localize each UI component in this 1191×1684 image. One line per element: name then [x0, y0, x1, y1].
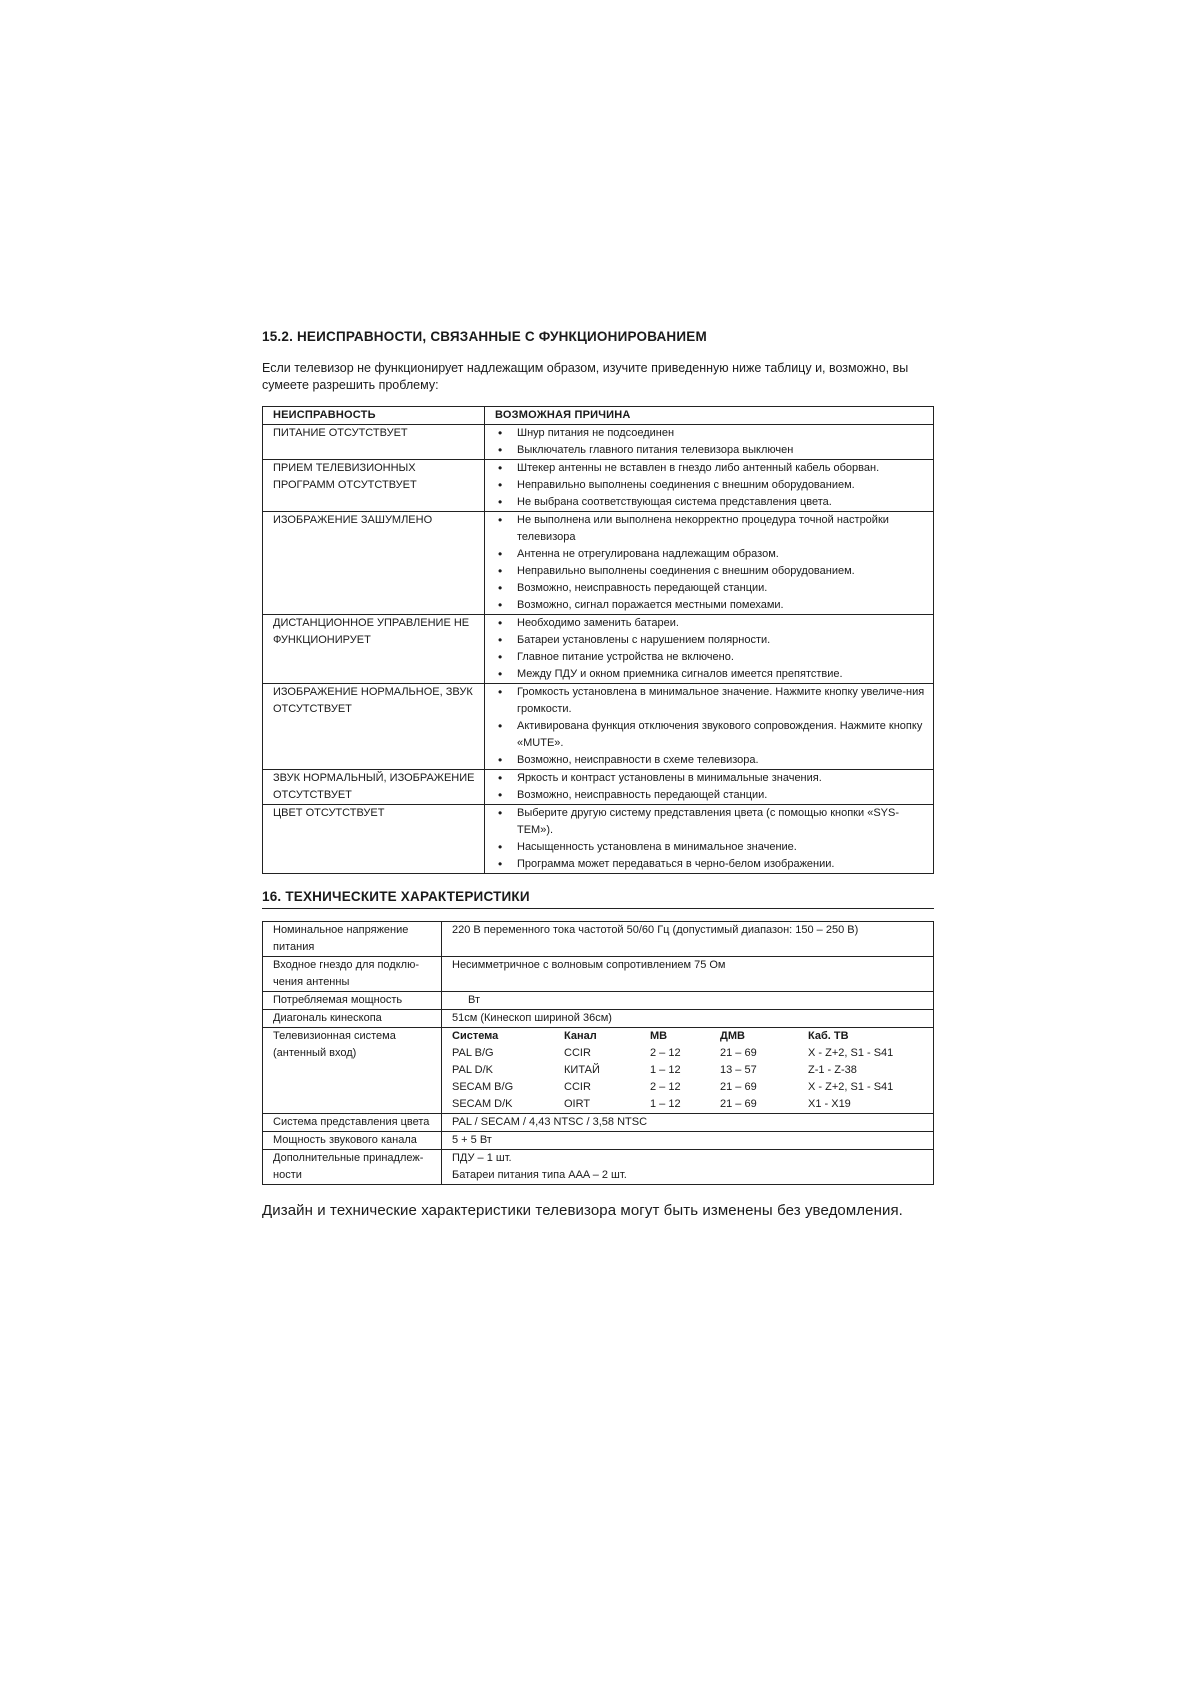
problem-cell: ИЗОБРАЖЕНИЕ НОРМАЛЬНОЕ, ЗВУК ОТСУТСТВУЕТ [263, 684, 485, 770]
spec-row-tv-system [263, 1028, 934, 1114]
tv-grid-cell: 1 – 12 [650, 1098, 681, 1110]
tv-grid-cell: CCIR [564, 1081, 591, 1093]
problem-cell: ИЗОБРАЖЕНИЕ ЗАШУМЛЕНО [263, 512, 485, 615]
table-row [263, 684, 934, 770]
spec-label: Телевизионная система (антенный вход) [263, 1028, 442, 1114]
table-row [263, 805, 934, 874]
causes-cell [485, 512, 934, 615]
tv-grid-header: ДМВ [720, 1030, 745, 1042]
table-row [263, 512, 934, 615]
section-16-title: 16. ТЕХНИЧЕСКИТЕ ХАРАКТЕРИСТИКИ [262, 888, 934, 909]
table-header-row [263, 407, 934, 425]
list-item: • Главное питание устройства не включено. [495, 649, 925, 666]
tv-grid-cell: Z-1 - Z-38 [808, 1064, 857, 1076]
spec-value: Вт [442, 992, 934, 1010]
cause-list [495, 512, 925, 614]
list-item: • Антенна не отрегулирована надлежащим образом. [495, 546, 925, 563]
tv-grid-cell: SECAM B/G [452, 1081, 514, 1093]
spec-row-accessories [263, 1150, 934, 1185]
list-item: • Не выбрана соответствующая система представления цвета. [495, 494, 925, 511]
accessory-line: ПДУ – 1 шт. [452, 1152, 512, 1164]
list-item: • Выберите другую систему представления цвета (с помощью кнопки «SYS-TEM»). [495, 805, 925, 839]
list-item: • Неправильно выполнены соединения с внешним оборудованием. [495, 477, 925, 494]
spec-label: Мощность звукового канала [263, 1132, 442, 1150]
problem-cell: ЗВУК НОРМАЛЬНЫЙ, ИЗОБРАЖЕНИЕ ОТСУТСТВУЕТ [263, 770, 485, 805]
table-row [263, 425, 934, 460]
header-problem: НЕИСПРАВНОСТЬ [263, 407, 485, 425]
header-cause: ВОЗМОЖНАЯ ПРИЧИНА [485, 407, 934, 425]
list-item: • Громкость установлена в минимальное значение. Нажмите кнопку увеличе-ния громкости. [495, 684, 925, 718]
spec-row-voltage [263, 922, 934, 957]
tv-grid-cell: PAL D/K [452, 1064, 493, 1076]
problem-cell: ПРИЕМ ТЕЛЕВИЗИОННЫХ ПРОГРАММ ОТСУТСТВУЕТ [263, 460, 485, 512]
spec-label: Потребляемая мощность [263, 992, 442, 1010]
tv-grid-cell: 2 – 12 [650, 1047, 681, 1059]
causes-cell [485, 615, 934, 684]
list-item: • Штекер антенны не вставлен в гнездо либо антенный кабель оборван. [495, 460, 925, 477]
spec-label: Номинальное напряжение питания [263, 922, 442, 957]
spec-label: Дополнительные принадлеж-ности [263, 1150, 442, 1185]
tv-grid-cell: 21 – 69 [720, 1047, 757, 1059]
spec-value: PAL / SECAM / 4,43 NTSC / 3,58 NTSC [442, 1114, 934, 1132]
manual-page [262, 328, 934, 1236]
tv-grid-cell: PAL B/G [452, 1047, 494, 1059]
spec-value: Несимметричное с волновым сопротивлением 75 Ом [442, 957, 934, 992]
problem-cell: ЦВЕТ ОТСУТСТВУЕТ [263, 805, 485, 874]
causes-cell [485, 805, 934, 874]
tv-grid-cell: X - Z+2, S1 - S41 [808, 1047, 894, 1059]
tv-grid-header: МВ [650, 1030, 668, 1042]
section-15-intro: Если телевизор не функционирует надлежащим образом, изучите приведенную ниже таблицу и, возможно, вы сумеете разрешить проблему: [262, 361, 909, 392]
tv-grid-header: Система [452, 1030, 499, 1042]
tv-system-grid [452, 1028, 927, 1113]
spec-label: Система представления цвета [263, 1114, 442, 1132]
tv-grid-cell: 21 – 69 [720, 1081, 757, 1093]
table-row [263, 770, 934, 805]
cause-list [495, 805, 925, 873]
tv-grid-cell: 1 – 12 [650, 1064, 681, 1076]
spec-row-diagonal [263, 1010, 934, 1028]
tv-grid-cell: OIRT [564, 1098, 591, 1110]
cause-list [495, 770, 925, 804]
spec-value: 5 + 5 Вт [442, 1132, 934, 1150]
causes-cell [485, 425, 934, 460]
tv-grid-cell: X1 - X19 [808, 1098, 851, 1110]
list-item: • Не выполнена или выполнена некорректно процедура точной настройки телевизора [495, 512, 925, 546]
specs-table [262, 921, 934, 1185]
causes-cell [485, 770, 934, 805]
tv-grid-cell: 2 – 12 [650, 1081, 681, 1093]
list-item: • Возможно, сигнал поражается местными помехами. [495, 597, 925, 614]
causes-cell [485, 684, 934, 770]
troubleshooting-table [262, 406, 934, 874]
cause-list [495, 684, 925, 769]
list-item: • Возможно, неисправности в схеме телевизора. [495, 752, 925, 769]
section-15-title: 15.2. НЕИСПРАВНОСТИ, СВЯЗАННЫЕ С ФУНКЦИОНИРОВАНИЕМ [262, 329, 707, 344]
footer-note: Дизайн и технические характеристики телевизора могут быть изменены без уведомления. [262, 1202, 903, 1219]
tv-grid-cell: 21 – 69 [720, 1098, 757, 1110]
list-item: • Шнур питания не подсоединен [495, 425, 925, 442]
list-item: • Насыщенность установлена в минимальное значение. [495, 839, 925, 856]
list-item: • Необходимо заменить батареи. [495, 615, 925, 632]
table-row [263, 615, 934, 684]
cause-list [495, 615, 925, 683]
causes-cell [485, 460, 934, 512]
cause-list [495, 460, 925, 511]
spec-value: 51см (Кинескоп шириной 36см) [442, 1010, 934, 1028]
tv-grid-header: Канал [564, 1030, 597, 1042]
table-row [263, 460, 934, 512]
spec-row-audio-power [263, 1132, 934, 1150]
list-item: • Неправильно выполнены соединения с внешним оборудованием. [495, 563, 925, 580]
list-item: • Активирована функция отключения звукового сопровождения. Нажмите кнопку «MUTE». [495, 718, 925, 752]
spec-value: 220 В переменного тока частотой 50/60 Гц (допустимый диапазон: 150 – 250 В) [442, 922, 934, 957]
accessory-line: Батареи питания типа AAA – 2 шт. [452, 1169, 627, 1181]
list-item: • Возможно, неисправность передающей станции. [495, 787, 925, 804]
spec-row-antenna-input [263, 957, 934, 992]
list-item: • Программа может передаваться в черно-белом изображении. [495, 856, 925, 873]
tv-grid-cell: 13 – 57 [720, 1064, 757, 1076]
list-item: • Яркость и контраст установлены в минимальные значения. [495, 770, 925, 787]
problem-cell: ДИСТАНЦИОННОЕ УПРАВЛЕНИЕ НЕ ФУНКЦИОНИРУЕТ [263, 615, 485, 684]
tv-grid-cell: CCIR [564, 1047, 591, 1059]
spec-value [442, 1150, 934, 1185]
spec-label: Диагональ кинескопа [263, 1010, 442, 1028]
list-item: • Возможно, неисправность передающей станции. [495, 580, 925, 597]
list-item: • Между ПДУ и окном приемника сигналов имеется препятствие. [495, 666, 925, 683]
tv-grid-header: Каб. ТВ [808, 1030, 849, 1042]
cause-list [495, 425, 925, 459]
spec-value-tv-grid [442, 1028, 934, 1114]
problem-cell: ПИТАНИЕ ОТСУТСТВУЕТ [263, 425, 485, 460]
spec-row-power [263, 992, 934, 1010]
troubleshooting-rows [263, 425, 934, 874]
list-item: • Батареи установлены с нарушением полярности. [495, 632, 925, 649]
spec-row-color-system [263, 1114, 934, 1132]
list-item: • Выключатель главного питания телевизора выключен [495, 442, 925, 459]
tv-grid-cell: X - Z+2, S1 - S41 [808, 1081, 894, 1093]
tv-grid-cell: КИТАЙ [564, 1064, 600, 1076]
tv-grid-cell: SECAM D/K [452, 1098, 513, 1110]
spec-label: Входное гнездо для подклю-чения антенны [263, 957, 442, 992]
